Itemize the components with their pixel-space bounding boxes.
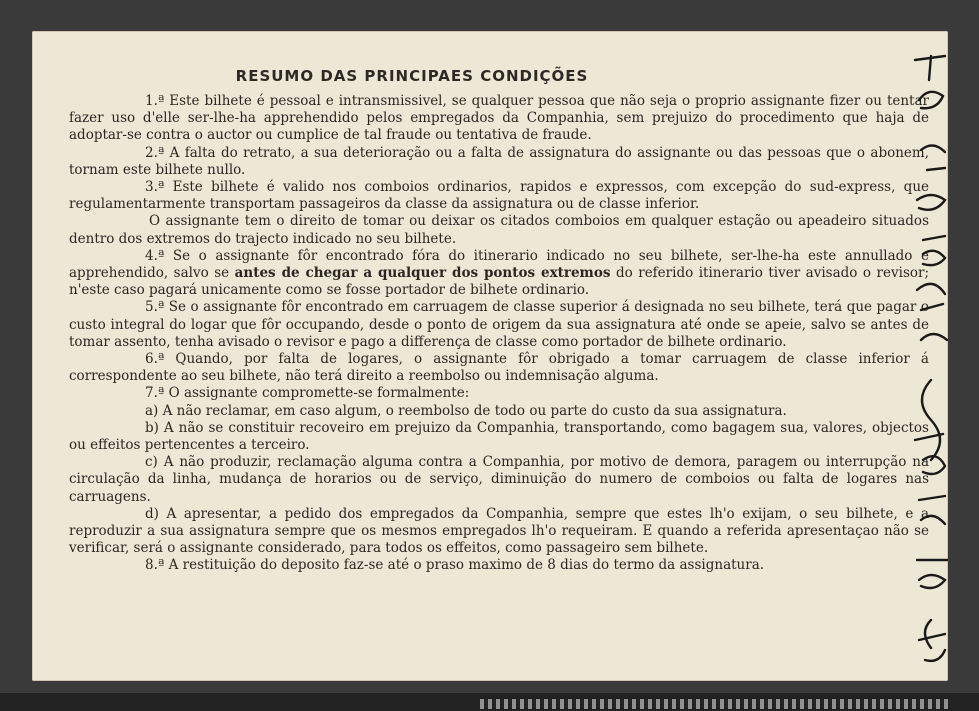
clause-3-note: O assignante tem o direito de tomar ou deixar os citados comboios em qualquer estação ou apeadeiro situados dentro dos extremos do trajecto indicado no seu bilhete. (69, 213, 929, 247)
handwriting-graphic (901, 40, 961, 680)
clause-4-emphasis: antes de chegar a qualquer dos pontos extremos (234, 265, 611, 282)
clause-7a: a) A não reclamar, em caso algum, o reembolso de todo ou parte do custo da sua assignatura. (145, 402, 787, 419)
clause-3: 3.ª Este bilhete é valido nos comboios ordinarios, rapidos e expressos, com excepção do sud-express, que regulamentarmente transportam passageiros da classe da assignatura ou de classe inferior. (69, 179, 929, 213)
bottom-border (0, 693, 979, 711)
clause-7c: c) A não produzir, reclamação alguma contra a Companhia, por motivo de demora, paragem ou interrupção na circulação da linha, mudança de horarios ou de serviço, diminuição do numero de comboios ou falta de logares nas carruagens. (69, 454, 929, 505)
clause-7d: d) A apresentar, a pedido dos empregados da Companhia, sempre que estes lh'o exijam, o seu bilhete, e a reproduzir a sua assignatura sempre que os mesmos empregados lh'o requeiram. E quando a referida apresentaçao não se verificar, será o assignante considerado, para todos os effeitos, como passageiro sem bilhete. (69, 505, 929, 557)
conditions-text (69, 93, 929, 575)
clause-7b: b) A não se constituir recoveiro em prejuizo da Companhia, transportando, como bagagem sua, valores, objectos ou effeitos pertencentes a terceiro. (69, 419, 929, 454)
clause-4-part-b: do referido itinerario tiver avisado o revisor; n'este caso pagará unicamente como se fosse portador de bilhete ordinario. (69, 265, 929, 299)
clause-6: 6.ª Quando, por falta de logares, o assignante fôr obrigado a tomar carruagem de classe inferior á correspondente ao seu bilhete, não terá direito a reembolso ou indemnisação alguma. (69, 351, 929, 385)
clause-4 (69, 248, 929, 300)
clause-4-part-a: 4.ª Se o assignante fôr encontrado fóra do itinerario indicado no seu bilhete, ser-lhe-ha este annullado e apprehendido, salvo se (69, 247, 929, 282)
scale-ruler (480, 699, 950, 709)
clause-1: 1.ª Este bilhete é pessoal e intransmissivel, se qualquer pessoa que não seja o proprio assignante fizer ou tentar fazer uso d'elle ser-lhe-ha apprehendido pelos empregados da Companhia, sem prejuizo do procedimento que haja de adoptar-se contra o auctor ou cumplice de tal fraude ou tentativa de fraude. (69, 93, 929, 144)
clause-2: 2.ª A falta do retrato, a sua deterioração ou a falta de assignatura do assignante ou das pessoas que o abonem, tornam este bilhete nullo. (69, 144, 929, 178)
handwritten-annotation (901, 40, 961, 680)
document-title: RESUMO DAS PRINCIPAES CONDIÇÕES (235, 67, 589, 85)
ticket-card (32, 31, 948, 681)
clause-5: 5.ª Se o assignante fôr encontrado em carruagem de classe superior á designada no seu bilhete, terá que pagar o custo integral do logar que fôr occupando, desde o ponto de origem da sua assignatura até onde se apeie, salvo se antes de tomar assento, tenha avisado o revisor e pago a differença de classe como portador de bilhete ordinario. (69, 299, 929, 350)
clause-8: 8.ª A restituição do deposito faz-se até o praso maximo de 8 dias do termo da assignatura. (145, 557, 765, 574)
clause-7: 7.ª O assignante compromette-se formalmente: (145, 385, 470, 402)
